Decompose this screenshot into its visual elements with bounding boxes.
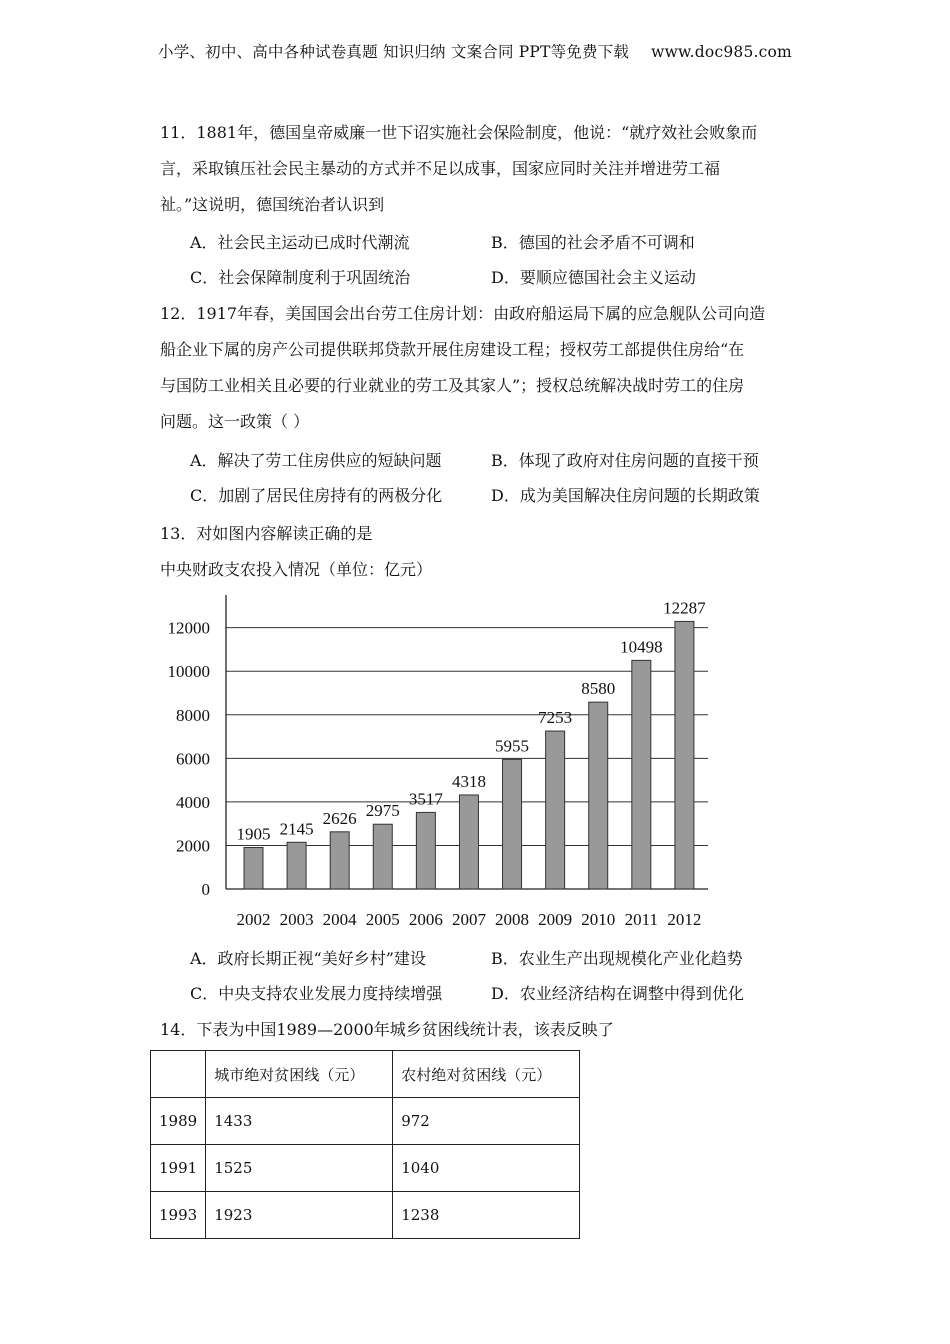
q12-line-2: 船企业下属的房产公司提供联邦贷款开展住房建设工程；授权劳工部提供住房给“在 [160, 340, 745, 359]
y-tick-label: 12000 [167, 618, 210, 638]
bar [675, 621, 694, 889]
q14-stem: 14．下表为中国1989—2000年城乡贫困线统计表，该表反映了 [160, 1020, 614, 1039]
data-label: 2975 [365, 801, 400, 821]
y-tick-label: 0 [201, 880, 210, 899]
q11-option-d[interactable]: D．要顺应德国社会主义运动 [491, 268, 696, 287]
q12-line-3: 与国防工业相关且必要的行业就业的劳工及其家人”；授权总统解决战时劳工的住房 [160, 376, 745, 395]
bar [589, 702, 608, 889]
data-label: 1905 [236, 824, 271, 844]
table-row [151, 1145, 580, 1192]
table-cell: 1040 [393, 1145, 580, 1192]
header-text: 小学、初中、高中各种试卷真题 知识归纳 文案合同 PPT等免费下载 [158, 43, 630, 61]
q13-option-b[interactable]: B．农业生产出现规模化产业化趋势 [491, 949, 743, 968]
x-tick-label: 2002 [236, 910, 271, 929]
table-cell: 1433 [206, 1098, 393, 1145]
x-tick-label: 2006 [408, 910, 443, 929]
q12-line-1: 12．1917年春，美国国会出台劳工住房计划：由政府船运局下属的应急舰队公司向造 [160, 304, 766, 323]
table-header-cell: 城市绝对贫困线（元） [206, 1051, 393, 1098]
table-cell: 1989 [151, 1098, 206, 1145]
x-tick-label: 2005 [365, 910, 400, 929]
data-label: 2145 [279, 819, 314, 839]
y-tick-label: 2000 [176, 836, 210, 856]
q11-option-a[interactable]: A．社会民主运动已成时代潮流 [190, 233, 410, 252]
data-label: 2626 [322, 808, 357, 828]
q12-option-b[interactable]: B．体现了政府对住房问题的直接干预 [491, 451, 759, 470]
table-header-cell: 农村绝对贫困线（元） [393, 1051, 580, 1098]
x-tick-label: 2003 [279, 910, 314, 929]
table-row [151, 1098, 580, 1145]
q12-options [190, 443, 810, 513]
data-label: 5955 [495, 736, 530, 756]
table-cell: 972 [393, 1098, 580, 1145]
table-cell: 1991 [151, 1145, 206, 1192]
data-label: 8580 [581, 679, 616, 699]
q12-option-a[interactable]: A．解决了劳工住房供应的短缺问题 [190, 451, 442, 470]
page-header [0, 40, 950, 62]
table-row [151, 1192, 580, 1239]
bar [546, 731, 565, 889]
y-tick-label: 10000 [167, 662, 210, 682]
y-tick-label: 4000 [176, 792, 210, 812]
table-cell: 1923 [206, 1192, 393, 1239]
x-tick-label: 2011 [624, 910, 659, 929]
q11-option-b[interactable]: B．德国的社会矛盾不可调和 [491, 233, 695, 252]
q11-options [190, 225, 810, 295]
q12-option-d[interactable]: D．成为美国解决住房问题的长期政策 [491, 486, 760, 505]
poverty-line-table [150, 1050, 580, 1239]
q13-option-d[interactable]: D．农业经济结构在调整中得到优化 [491, 984, 744, 1003]
q13-option-c[interactable]: C．中央支持农业发展力度持续增强 [190, 984, 443, 1003]
bar [330, 832, 349, 889]
q13-options [190, 941, 810, 1011]
x-tick-label: 2010 [581, 910, 616, 929]
question-12 [160, 296, 800, 440]
q11-line-2: 言，采取镇压社会民主暴动的方式并不足以成事，国家应同时关注并增进劳工福 [160, 159, 721, 178]
y-tick-label: 6000 [176, 749, 210, 769]
data-label: 4318 [451, 771, 486, 791]
x-tick-label: 2004 [322, 910, 357, 929]
bar-chart [150, 585, 730, 935]
chart-caption: 中央财政支农投入情况（单位：亿元） [160, 560, 433, 579]
data-label: 10498 [620, 637, 663, 657]
q11-line-3: 祉。”这说明，德国统治者认识到 [160, 195, 385, 214]
bar [416, 812, 435, 889]
table-cell: 1993 [151, 1192, 206, 1239]
data-label: 12287 [663, 598, 706, 618]
bar [632, 660, 651, 889]
bar [459, 795, 478, 889]
x-tick-label: 2007 [451, 910, 486, 929]
data-label: 7253 [538, 708, 573, 728]
x-tick-label: 2008 [495, 910, 530, 929]
q13-option-a[interactable]: A．政府长期正视“美好乡村”建设 [190, 949, 426, 968]
table-header-row [151, 1051, 580, 1098]
table-header-cell [151, 1051, 206, 1098]
y-tick-label: 8000 [176, 705, 210, 725]
q11-option-c[interactable]: C．社会保障制度利于巩固统治 [190, 268, 411, 287]
q13-stem: 13．对如图内容解读正确的是 [160, 524, 373, 543]
x-tick-label: 2012 [667, 910, 702, 929]
bar [287, 842, 306, 889]
q12-option-c[interactable]: C．加剧了居民住房持有的两极分化 [190, 486, 443, 505]
bar [244, 848, 263, 889]
header-site-link[interactable]: www.doc985.com [651, 43, 792, 61]
table-cell: 1238 [393, 1192, 580, 1239]
x-tick-label: 2009 [538, 910, 573, 929]
bar [503, 759, 522, 889]
q12-line-4: 问题。这一政策（ ） [160, 412, 310, 431]
bar [373, 824, 392, 889]
table-cell: 1525 [206, 1145, 393, 1192]
question-11 [160, 115, 800, 223]
data-label: 3517 [408, 789, 443, 809]
q11-line-1: 11．1881年，德国皇帝威廉一世下诏实施社会保险制度，他说：“就疗效社会败象而 [160, 123, 758, 142]
